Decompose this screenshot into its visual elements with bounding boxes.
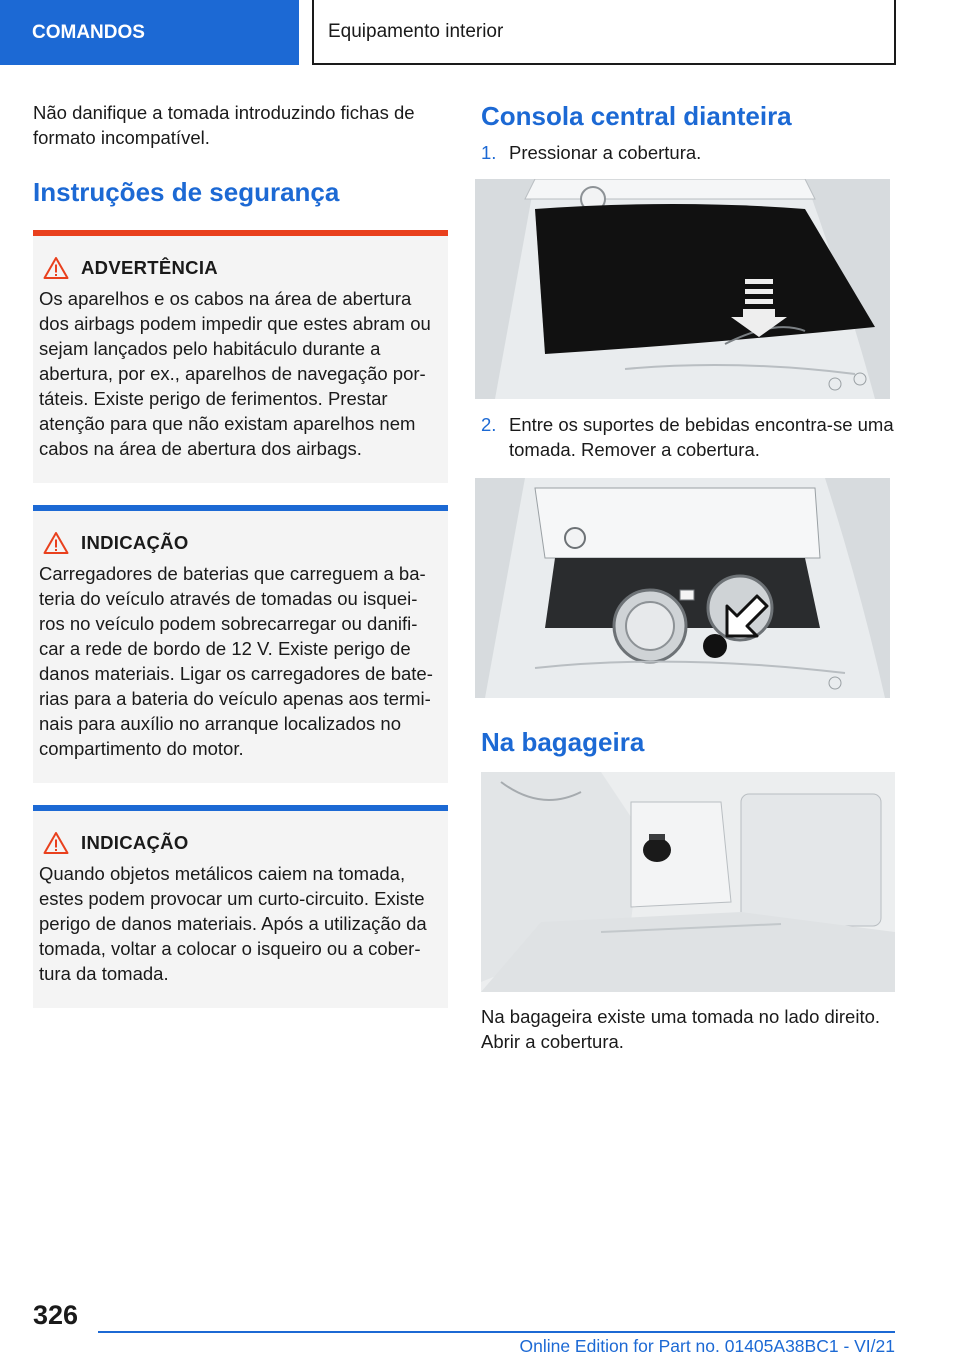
right-column [481, 100, 895, 1054]
edition-note: Online Edition for Part no. 01405A38BC1 - VI/21 [519, 1336, 895, 1356]
console-cover-figure [475, 179, 890, 399]
trunk-paragraph: Na bagageira existe uma tomada no lado direito. Abrir a cobertura. [481, 1006, 881, 1052]
socket-figure [475, 478, 890, 698]
safety-heading: Instruções de segurança [33, 177, 340, 207]
step-text: Entre os suportes de bebidas encontra-se uma tomada. Remover a cobertura. [509, 414, 894, 460]
warning-triangle-icon [43, 256, 69, 280]
info-notice [33, 805, 448, 1008]
warning-triangle-icon [43, 531, 69, 555]
left-column [33, 100, 448, 1030]
console-cover-illustration [475, 179, 890, 399]
front-console-heading: Consola central dianteira [481, 101, 792, 131]
footer-divider [98, 1331, 895, 1333]
notice-text: Quando objetos metálicos caiem na tomada, estes podem provocar um curto-circuito. Existe perigo de danos materiais. Após a utilização da tomada, voltar a colocar o isqueiro ou a cober-tura da tomada. [39, 863, 427, 984]
page-number: 326 [33, 1300, 79, 1330]
trunk-heading: Na bagageira [481, 727, 645, 757]
notice-title: ADVERTÊNCIA [81, 257, 218, 278]
warning-notice [33, 230, 448, 483]
intro-paragraph: Não danifique a tomada introduzindo fichas de formato incompatível. [33, 102, 415, 148]
notice-text: Os aparelhos e os cabos na área de abertura dos airbags podem impedir que estes abram ou sejam lançados pelo habitáculo durante a abertura, por ex., aparelhos de navegação por-táteis. Existe perigo de ferimentos. Prestar atenção para que não existam aparelhos nem cabos na área de abertura dos airbags. [39, 288, 431, 459]
socket-illustration [475, 478, 890, 698]
section-label: Equipamento interior [328, 20, 504, 42]
warning-triangle-icon [43, 831, 69, 855]
chapter-label: COMANDOS [32, 21, 145, 43]
info-notice [33, 505, 448, 783]
step-item [481, 140, 895, 165]
notice-text: Carregadores de baterias que carreguem a ba-teria do veículo através de tomadas ou isquei-ros no veículo podem sobrecarregar ou danifi-car a rede de bordo de 12 V. Existe perigo de danos materiais. Ligar os carregadores de bate-rias para a bateria do veículo apenas aos termi-nais para auxílio no arranque localizados no compartimento do motor. [39, 563, 433, 759]
step-item [481, 412, 895, 462]
notice-title: INDICAÇÃO [81, 532, 189, 553]
trunk-illustration [481, 772, 895, 992]
section-header [312, 0, 896, 65]
notice-title: INDICAÇÃO [81, 832, 189, 853]
trunk-figure [481, 772, 895, 992]
chapter-tab [0, 0, 299, 65]
step-number: 1. [481, 142, 497, 163]
step-number: 2. [481, 414, 497, 435]
step-text: Pressionar a cobertura. [509, 142, 702, 163]
